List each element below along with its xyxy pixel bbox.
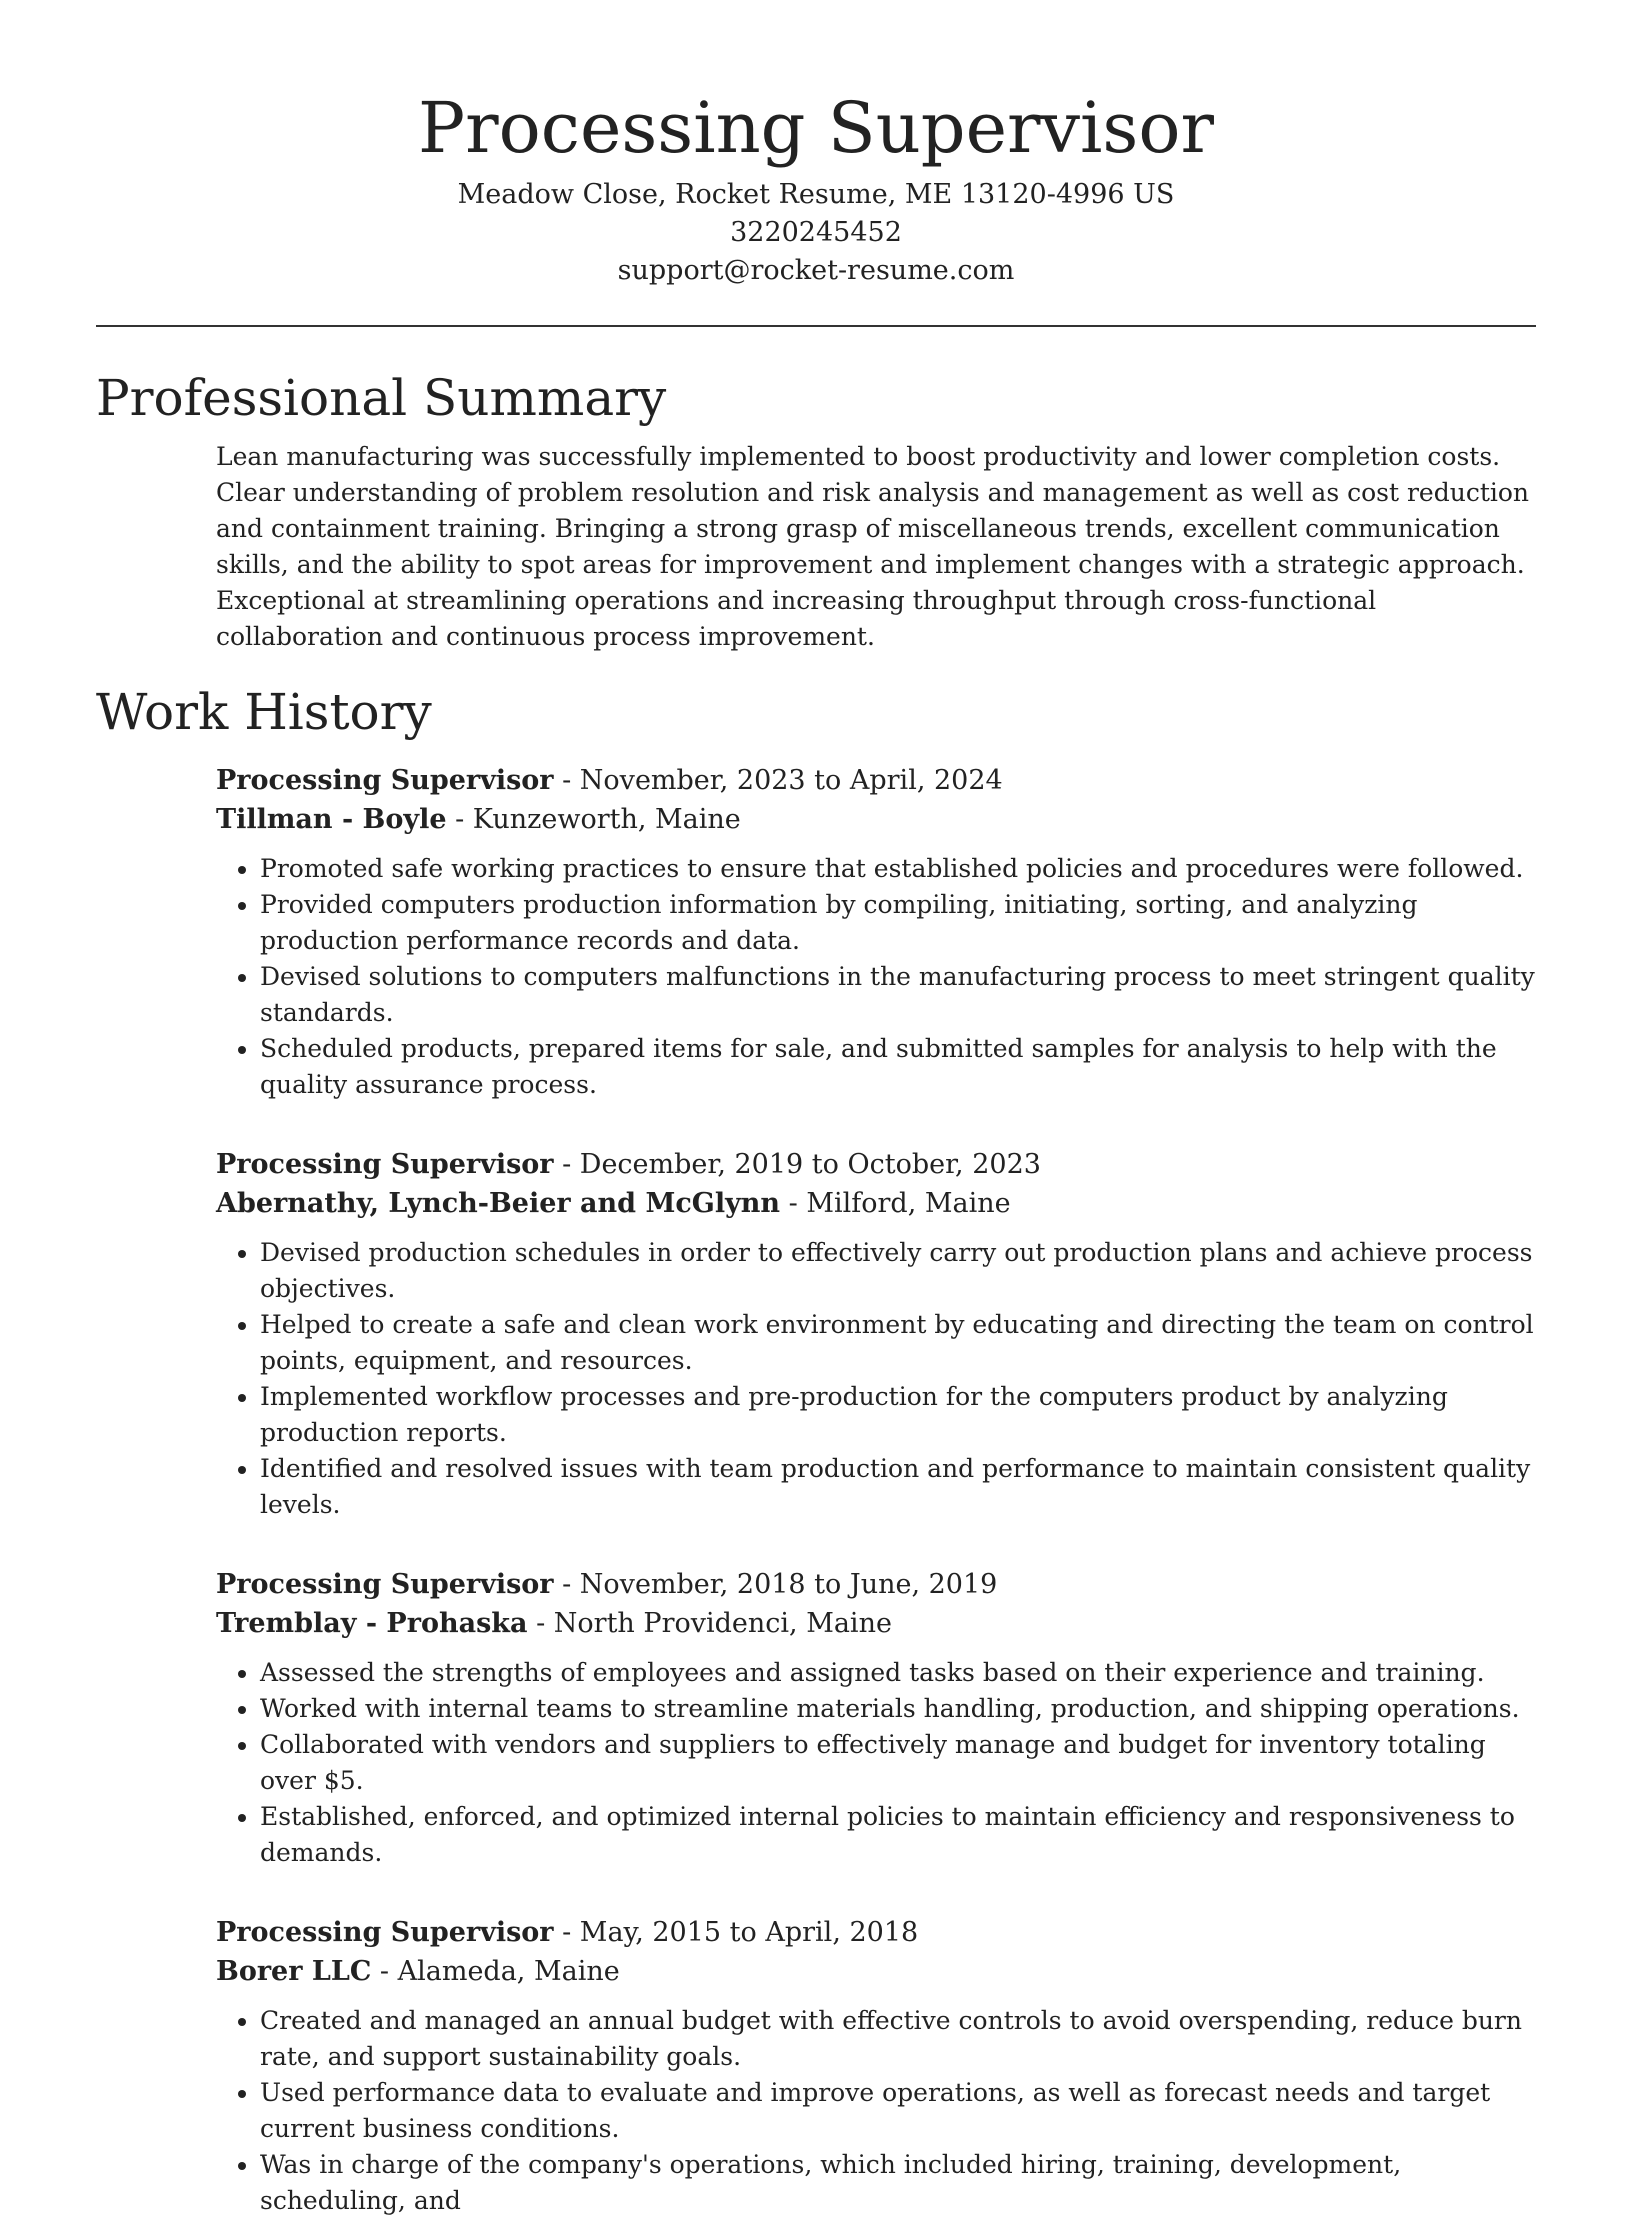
job-entry [216,1565,1536,1871]
job-bullet: • Identified and resolved issues with team production and performance to maintain consistent quality levels. [260,1451,1536,1523]
contact-phone: 3220245452 [730,217,902,248]
job-position: Processing Supervisor [216,1917,554,1948]
job-position: Processing Supervisor [216,1149,554,1180]
job-bullet: • Was in charge of the company's operations, which included hiring, training, development, scheduling, and [260,2147,1536,2219]
job-employer: Abernathy, Lynch-Beier and McGlynn [216,1188,781,1219]
job-bullets [216,1655,1536,1871]
job-employer-line [216,1952,1536,1991]
header-divider [96,325,1536,327]
job-bullet: • Devised solutions to computers malfunctions in the manufacturing process to meet stringent quality standards. [260,959,1536,1031]
job-location: - Alameda, Maine [371,1956,620,1987]
job-bullet: • Scheduled products, prepared items for sale, and submitted samples for analysis to help with the quality assurance process. [260,1031,1536,1103]
job-employer-line [216,1604,1536,1643]
job-bullet: • Worked with internal teams to streamline materials handling, production, and shipping operations. [260,1691,1536,1727]
job-bullets [216,1235,1536,1523]
job-position: Processing Supervisor [216,765,554,796]
job-position: Processing Supervisor [216,1569,554,1600]
contact-email: support@rocket-resume.com [617,255,1015,286]
job-employer: Tillman - Boyle [216,804,447,835]
work-history-list [216,761,1536,2219]
job-bullets [216,851,1536,1103]
job-title-line [216,1145,1536,1184]
job-employer: Borer LLC [216,1956,372,1987]
job-location: - Milford, Maine [780,1188,1011,1219]
job-entry [216,761,1536,1103]
job-bullet: • Created and managed an annual budget with effective controls to avoid overspending, reduce burn rate, and support sustainability goals. [260,2003,1536,2075]
job-employer: Tremblay - Prohaska [216,1608,528,1639]
job-employer-line [216,800,1536,839]
job-bullet: • Assessed the strengths of employees and assigned tasks based on their experience and training. [260,1655,1536,1691]
job-dates: - December, 2019 to October, 2023 [553,1149,1041,1180]
section-title-summary: Professional Summary [96,369,667,427]
job-dates: - November, 2018 to June, 2019 [553,1569,998,1600]
job-bullet: • Collaborated with vendors and suppliers to effectively manage and budget for inventory totaling over $5. [260,1727,1536,1799]
job-bullets [216,2003,1536,2219]
job-bullet: • Provided computers production information by compiling, initiating, sorting, and analyzing production performance records and data. [260,887,1536,959]
contact-block [96,176,1536,290]
contact-address: Meadow Close, Rocket Resume, ME 13120-4996 US [457,179,1175,210]
summary-text: Lean manufacturing was successfully implemented to boost productivity and lower completion costs. Clear understanding of problem resolution and risk analysis and management as well as cost reduction and containment training. Bringing a strong grasp of miscellaneous trends, excellent communication skills, and the ability to spot areas for improvement and implement changes with a strategic approach. Exceptional at streamlining operations and increasing throughput through cross-functional collaboration and continuous process improvement. [216,442,1530,651]
job-bullet: • Used performance data to evaluate and improve operations, as well as forecast needs and target current business conditions. [260,2075,1536,2147]
section-title-work-history: Work History [96,683,432,741]
job-bullet: • Helped to create a safe and clean work environment by educating and directing the team on control points, equipment, and resources. [260,1307,1536,1379]
job-location: - Kunzeworth, Maine [446,804,741,835]
job-bullet: • Implemented workflow processes and pre-production for the computers product by analyzing production reports. [260,1379,1536,1451]
resume-header [96,0,1536,290]
job-title-line [216,1565,1536,1604]
job-bullet: • Promoted safe working practices to ensure that established policies and procedures were followed. [260,851,1536,887]
job-entry [216,1145,1536,1523]
job-title-line [216,1913,1536,1952]
job-employer-line [216,1184,1536,1223]
job-dates: - November, 2023 to April, 2024 [553,765,1003,796]
job-entry [216,1913,1536,2219]
resume-name: Processing Supervisor [418,87,1214,169]
job-location: - North Providenci, Maine [527,1608,892,1639]
job-title-line [216,761,1536,800]
job-dates: - May, 2015 to April, 2018 [553,1917,919,1948]
resume-page [96,0,1536,2215]
job-bullet: • Devised production schedules in order to effectively carry out production plans and achieve process objectives. [260,1235,1536,1307]
job-bullet: • Established, enforced, and optimized internal policies to maintain efficiency and responsiveness to demands. [260,1799,1536,1871]
